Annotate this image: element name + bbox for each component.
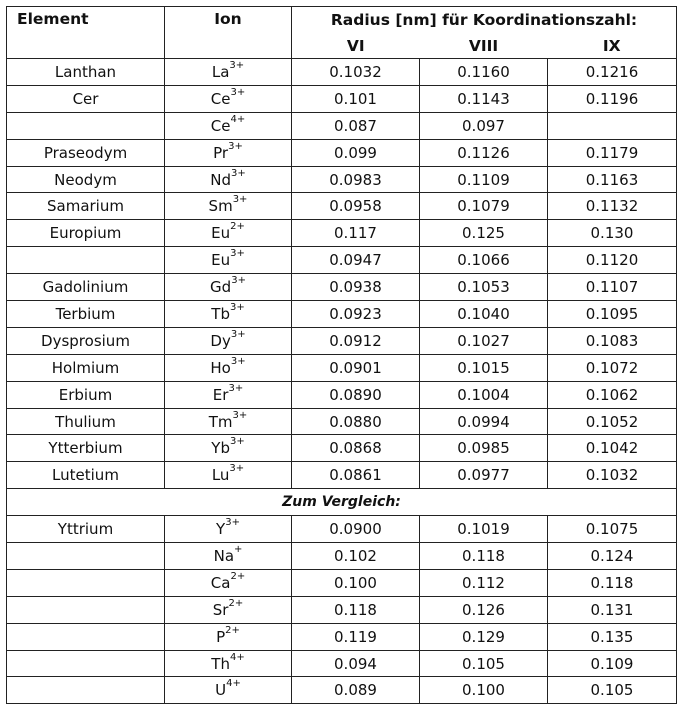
radius-viii-cell: 0.1027 bbox=[420, 327, 548, 354]
radius-vi-cell: 0.099 bbox=[292, 139, 420, 166]
element-cell bbox=[7, 569, 165, 596]
ion-symbol: P bbox=[216, 627, 226, 646]
radius-vi-cell: 0.0923 bbox=[292, 301, 420, 328]
radius-vi-cell: 0.0901 bbox=[292, 354, 420, 381]
ion-cell bbox=[165, 59, 292, 86]
element-cell: Cer bbox=[7, 85, 165, 112]
radius-vi-cell: 0.0880 bbox=[292, 408, 420, 435]
ion-cell bbox=[165, 623, 292, 650]
main-rows bbox=[7, 59, 677, 489]
ion-cell bbox=[165, 408, 292, 435]
ion-cell bbox=[165, 569, 292, 596]
radius-vi-cell: 0.0947 bbox=[292, 247, 420, 274]
radius-vi-cell: 0.0983 bbox=[292, 166, 420, 193]
ion-symbol: Na bbox=[213, 546, 235, 565]
table-row bbox=[7, 220, 677, 247]
radius-ix-cell: 0.1196 bbox=[548, 85, 677, 112]
radius-vi-cell: 0.0912 bbox=[292, 327, 420, 354]
radius-viii-cell: 0.0994 bbox=[420, 408, 548, 435]
table-row bbox=[7, 516, 677, 543]
radius-viii-cell: 0.1079 bbox=[420, 193, 548, 220]
ion-charge: 2+ bbox=[230, 221, 245, 233]
element-cell: Thulium bbox=[7, 408, 165, 435]
radius-viii-cell: 0.125 bbox=[420, 220, 548, 247]
table-row bbox=[7, 623, 677, 650]
radius-ix-cell: 0.1216 bbox=[548, 59, 677, 86]
element-cell bbox=[7, 247, 165, 274]
ion-symbol: Sm bbox=[208, 197, 233, 216]
radius-ix-cell: 0.1083 bbox=[548, 327, 677, 354]
radius-ix-cell: 0.1120 bbox=[548, 247, 677, 274]
element-cell bbox=[7, 543, 165, 570]
ion-cell bbox=[165, 543, 292, 570]
ion-cell bbox=[165, 220, 292, 247]
ion-symbol: Ce bbox=[210, 89, 231, 108]
radius-ix-cell: 0.1042 bbox=[548, 435, 677, 462]
ion-symbol: U bbox=[215, 681, 227, 700]
radius-ix-cell: 0.1075 bbox=[548, 516, 677, 543]
ion-symbol: Ce bbox=[210, 116, 231, 135]
table-row bbox=[7, 569, 677, 596]
ion-charge: 3+ bbox=[231, 275, 246, 287]
header-element: Element bbox=[7, 7, 165, 59]
radius-ix-cell: 0.1095 bbox=[548, 301, 677, 328]
radius-viii-cell: 0.1019 bbox=[420, 516, 548, 543]
radius-ix-cell: 0.1107 bbox=[548, 274, 677, 301]
element-cell bbox=[7, 112, 165, 139]
ion-symbol: Tm bbox=[208, 412, 233, 431]
ion-charge: 3+ bbox=[229, 301, 245, 313]
compare-rows bbox=[7, 516, 677, 704]
ion-charge: 2+ bbox=[228, 597, 244, 609]
radius-viii-cell: 0.1066 bbox=[420, 247, 548, 274]
ion-charge: 3+ bbox=[232, 194, 248, 206]
radius-viii-cell: 0.1040 bbox=[420, 301, 548, 328]
header-ion: Ion bbox=[165, 7, 292, 59]
element-cell: Yttrium bbox=[7, 516, 165, 543]
ion-symbol: Eu bbox=[211, 224, 231, 243]
ion-cell bbox=[165, 166, 292, 193]
ion-charge: 3+ bbox=[230, 328, 246, 340]
radius-viii-cell: 0.112 bbox=[420, 569, 548, 596]
ion-cell bbox=[165, 596, 292, 623]
ion-cell bbox=[165, 247, 292, 274]
radius-vi-cell: 0.087 bbox=[292, 112, 420, 139]
table-row bbox=[7, 435, 677, 462]
header-radius-group: Radius [nm] für Koordinationszahl: bbox=[292, 7, 677, 34]
radius-viii-cell: 0.1015 bbox=[420, 354, 548, 381]
radius-vi-cell: 0.1032 bbox=[292, 59, 420, 86]
radius-vi-cell: 0.0900 bbox=[292, 516, 420, 543]
radius-viii-cell: 0.1126 bbox=[420, 139, 548, 166]
ion-symbol: Pr bbox=[213, 143, 229, 162]
radius-viii-cell: 0.126 bbox=[420, 596, 548, 623]
element-cell: Lutetium bbox=[7, 462, 165, 489]
radius-vi-cell: 0.089 bbox=[292, 677, 420, 704]
compare-label: Zum Vergleich: bbox=[7, 489, 677, 516]
element-cell bbox=[7, 650, 165, 677]
table-row bbox=[7, 462, 677, 489]
radius-viii-cell: 0.1109 bbox=[420, 166, 548, 193]
radius-ix-cell: 0.1032 bbox=[548, 462, 677, 489]
radius-vi-cell: 0.101 bbox=[292, 85, 420, 112]
ion-charge: 4+ bbox=[230, 113, 246, 125]
ion-charge: 3+ bbox=[229, 59, 245, 71]
ion-cell bbox=[165, 677, 292, 704]
radius-viii-cell: 0.1143 bbox=[420, 85, 548, 112]
radius-viii-cell: 0.1053 bbox=[420, 274, 548, 301]
radius-viii-cell: 0.0977 bbox=[420, 462, 548, 489]
element-cell: Holmium bbox=[7, 354, 165, 381]
ion-symbol: Ho bbox=[210, 358, 231, 377]
element-cell: Terbium bbox=[7, 301, 165, 328]
ion-charge: 3+ bbox=[231, 167, 246, 179]
ion-charge: 3+ bbox=[232, 409, 248, 421]
element-cell: Neodym bbox=[7, 166, 165, 193]
radius-vi-cell: 0.119 bbox=[292, 623, 420, 650]
element-cell bbox=[7, 623, 165, 650]
element-cell bbox=[7, 596, 165, 623]
ion-cell bbox=[165, 462, 292, 489]
table-row bbox=[7, 247, 677, 274]
ion-symbol: Gd bbox=[210, 278, 232, 297]
table-row bbox=[7, 301, 677, 328]
radius-vi-cell: 0.118 bbox=[292, 596, 420, 623]
ion-cell bbox=[165, 435, 292, 462]
table-row bbox=[7, 166, 677, 193]
ion-symbol: Ca bbox=[210, 573, 231, 592]
ion-cell bbox=[165, 193, 292, 220]
radius-ix-cell: 0.135 bbox=[548, 623, 677, 650]
element-cell bbox=[7, 677, 165, 704]
table-row bbox=[7, 677, 677, 704]
radius-vi-cell: 0.0890 bbox=[292, 381, 420, 408]
radius-ix-cell: 0.1052 bbox=[548, 408, 677, 435]
radius-vi-cell: 0.0861 bbox=[292, 462, 420, 489]
radius-viii-cell: 0.129 bbox=[420, 623, 548, 650]
ion-charge: 3+ bbox=[230, 86, 246, 98]
compare-section bbox=[7, 489, 677, 516]
radius-ix-cell: 0.124 bbox=[548, 543, 677, 570]
radius-ix-cell bbox=[548, 112, 677, 139]
radius-viii-cell: 0.105 bbox=[420, 650, 548, 677]
element-cell: Lanthan bbox=[7, 59, 165, 86]
ion-charge: 2+ bbox=[230, 570, 246, 582]
ion-cell bbox=[165, 650, 292, 677]
header-cn-viii: VIII bbox=[420, 33, 548, 59]
table-row bbox=[7, 59, 677, 86]
radius-ix-cell: 0.105 bbox=[548, 677, 677, 704]
radius-vi-cell: 0.102 bbox=[292, 543, 420, 570]
ion-charge: 3+ bbox=[229, 463, 245, 475]
ion-cell bbox=[165, 85, 292, 112]
ion-symbol: La bbox=[211, 62, 230, 81]
ion-symbol: Nd bbox=[210, 170, 231, 189]
ion-cell bbox=[165, 112, 292, 139]
ion-symbol: Sr bbox=[212, 600, 229, 619]
table-row bbox=[7, 85, 677, 112]
element-cell: Ytterbium bbox=[7, 435, 165, 462]
radius-ix-cell: 0.131 bbox=[548, 596, 677, 623]
table-row bbox=[7, 274, 677, 301]
radius-viii-cell: 0.1160 bbox=[420, 59, 548, 86]
radius-viii-cell: 0.1004 bbox=[420, 381, 548, 408]
radius-viii-cell: 0.097 bbox=[420, 112, 548, 139]
radius-ix-cell: 0.1072 bbox=[548, 354, 677, 381]
ion-cell bbox=[165, 301, 292, 328]
radius-ix-cell: 0.1179 bbox=[548, 139, 677, 166]
element-cell: Erbium bbox=[7, 381, 165, 408]
radius-ix-cell: 0.1163 bbox=[548, 166, 677, 193]
table-row bbox=[7, 408, 677, 435]
table-row bbox=[7, 139, 677, 166]
ion-symbol: Yb bbox=[211, 439, 230, 458]
ion-charge: 4+ bbox=[229, 651, 245, 663]
table-row bbox=[7, 650, 677, 677]
ion-cell bbox=[165, 516, 292, 543]
ion-charge: 4+ bbox=[226, 678, 241, 690]
radius-ix-cell: 0.130 bbox=[548, 220, 677, 247]
table-row bbox=[7, 354, 677, 381]
ion-charge: 3+ bbox=[230, 355, 246, 367]
ion-symbol: Dy bbox=[210, 331, 231, 350]
radius-ix-cell: 0.118 bbox=[548, 569, 677, 596]
element-cell: Samarium bbox=[7, 193, 165, 220]
radius-ix-cell: 0.1062 bbox=[548, 381, 677, 408]
ion-symbol: Eu bbox=[211, 251, 231, 270]
radius-vi-cell: 0.0868 bbox=[292, 435, 420, 462]
table-row bbox=[7, 596, 677, 623]
radius-vi-cell: 0.117 bbox=[292, 220, 420, 247]
table-row bbox=[7, 381, 677, 408]
radius-viii-cell: 0.100 bbox=[420, 677, 548, 704]
ionic-radius-table bbox=[6, 6, 677, 704]
radius-vi-cell: 0.0958 bbox=[292, 193, 420, 220]
ion-cell bbox=[165, 327, 292, 354]
ion-charge: 3+ bbox=[225, 517, 240, 529]
header-cn-ix: IX bbox=[548, 33, 677, 59]
table-row bbox=[7, 193, 677, 220]
ion-charge: 2+ bbox=[225, 624, 240, 636]
element-cell: Europium bbox=[7, 220, 165, 247]
ion-cell bbox=[165, 274, 292, 301]
radius-ix-cell: 0.109 bbox=[548, 650, 677, 677]
header-cn-vi: VI bbox=[292, 33, 420, 59]
element-cell: Gadolinium bbox=[7, 274, 165, 301]
ion-charge: 3+ bbox=[229, 436, 245, 448]
ion-symbol: Y bbox=[216, 520, 226, 539]
ion-cell bbox=[165, 381, 292, 408]
radius-vi-cell: 0.100 bbox=[292, 569, 420, 596]
radius-vi-cell: 0.0938 bbox=[292, 274, 420, 301]
radius-ix-cell: 0.1132 bbox=[548, 193, 677, 220]
element-cell: Praseodym bbox=[7, 139, 165, 166]
ion-charge: + bbox=[234, 543, 243, 555]
table-row bbox=[7, 543, 677, 570]
ion-symbol: Th bbox=[211, 654, 230, 673]
ion-symbol: Er bbox=[212, 385, 229, 404]
ion-charge: 3+ bbox=[228, 140, 243, 152]
radius-viii-cell: 0.0985 bbox=[420, 435, 548, 462]
table-row bbox=[7, 327, 677, 354]
ion-charge: 3+ bbox=[230, 248, 245, 260]
radius-viii-cell: 0.118 bbox=[420, 543, 548, 570]
ion-cell bbox=[165, 139, 292, 166]
radius-vi-cell: 0.094 bbox=[292, 650, 420, 677]
ion-charge: 3+ bbox=[228, 382, 244, 394]
ion-symbol: Tb bbox=[211, 304, 230, 323]
ion-cell bbox=[165, 354, 292, 381]
table-row bbox=[7, 112, 677, 139]
element-cell: Dysprosium bbox=[7, 327, 165, 354]
ion-symbol: Lu bbox=[211, 466, 230, 485]
